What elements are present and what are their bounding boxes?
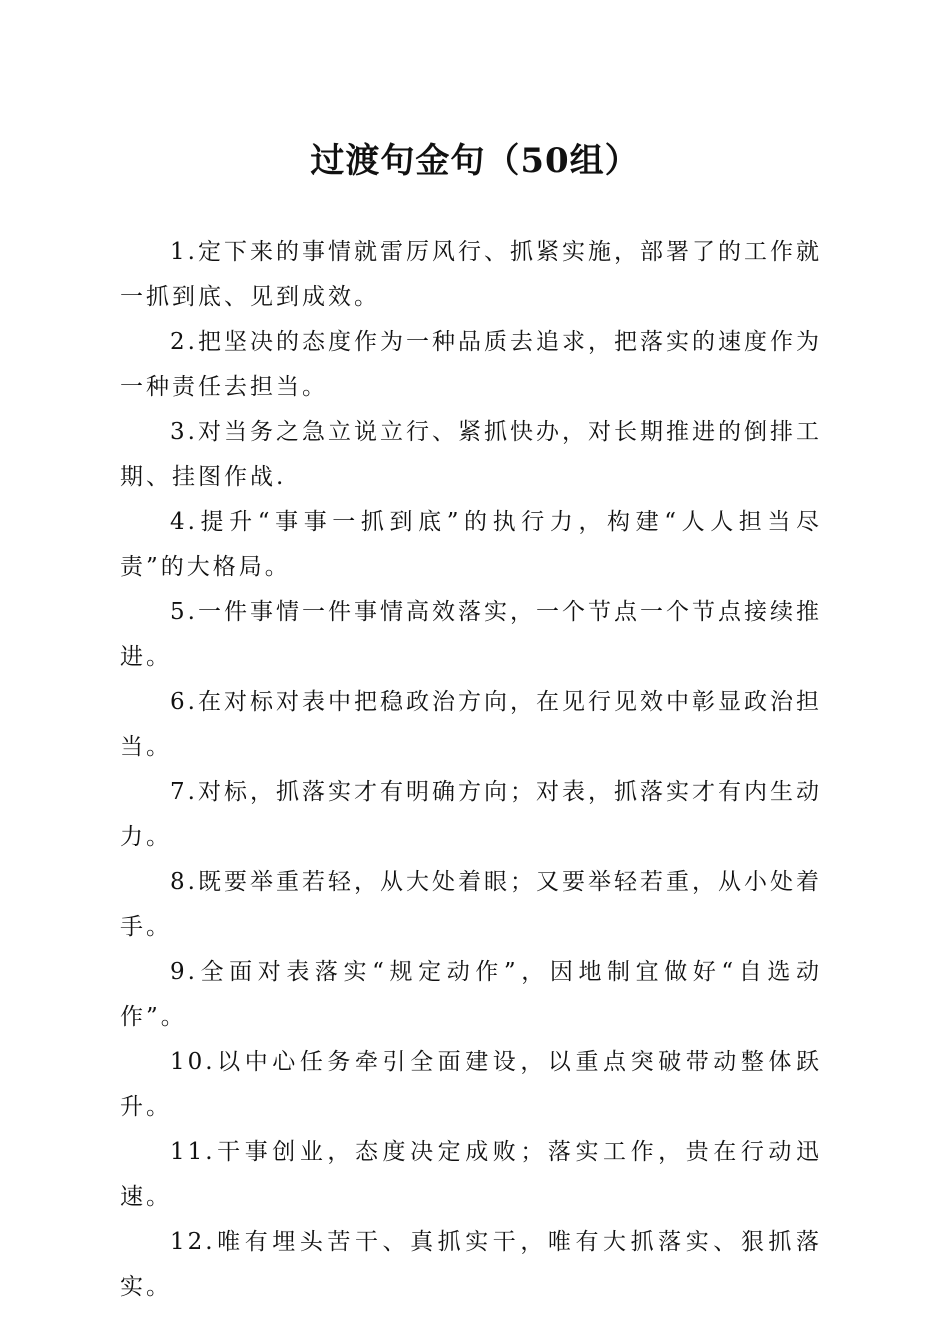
list-item: 3.对当务之急立说立行、紧抓快办，对长期推进的倒排工期、挂图作战. <box>120 419 822 490</box>
list-item: 1.定下来的事情就雷厉风行、抓紧实施，部署了的工作就一抓到底、见到成效。 <box>120 239 822 310</box>
list-item: 6.在对标对表中把稳政治方向，在见行见效中彰显政治担当。 <box>120 689 822 760</box>
document-body <box>120 230 822 1310</box>
list-item: 2.把坚决的态度作为一种品质去追求，把落实的速度作为一种责任去担当。 <box>120 329 822 400</box>
list-item: 11.干事创业，态度决定成败；落实工作，贵在行动迅速。 <box>120 1139 822 1210</box>
list-item: 12.唯有埋头苦干、真抓实干，唯有大抓落实、狠抓落实。 <box>120 1229 822 1300</box>
list-item: 7.对标，抓落实才有明确方向；对表，抓落实才有内生动力。 <box>120 779 822 850</box>
list-item: 5.一件事情一件事情高效落实，一个节点一个节点接续推进。 <box>120 599 822 670</box>
list-item: 10.以中心任务牵引全面建设，以重点突破带动整体跃升。 <box>120 1049 822 1120</box>
document-title: 过渡句金句（50组） <box>310 141 640 181</box>
list-item: 9.全面对表落实“规定动作”，因地制宜做好“自选动作”。 <box>120 959 822 1030</box>
list-item: 4.提升“事事一抓到底”的执行力，构建“人人担当尽责”的大格局。 <box>120 509 822 580</box>
list-item: 8.既要举重若轻，从大处着眼；又要举轻若重，从小处着手。 <box>120 869 822 940</box>
